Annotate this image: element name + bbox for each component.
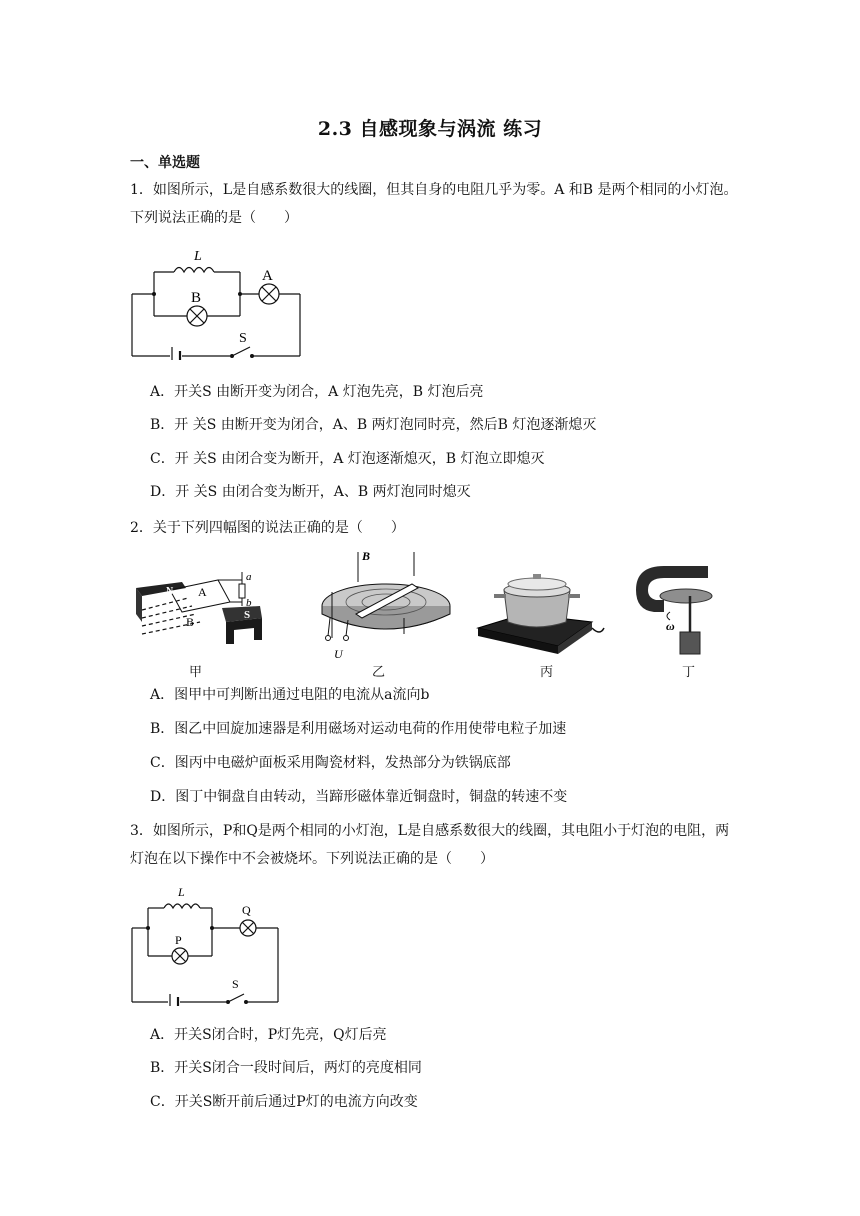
q1-option-d: D．开 关S 由闭合变为断开，A、B 两灯泡同时熄灭 [150, 484, 471, 500]
figure-bing-induction-cooker [474, 566, 614, 658]
label-inductor-l-q3: L [178, 885, 185, 899]
q2-option-b: B．图乙中回旋加速器是利用磁场对运动电荷的作用使带电粒子加速 [150, 721, 567, 737]
figure-yi-cyclotron [308, 548, 458, 660]
label-lamp-p: P [175, 933, 182, 947]
question-1-stem: 1．如图所示，L是自感系数很大的线圈，但其自身的电阻几乎为零。A 和B 是两个相同的小灯泡。下列说法正确的是（ ） [130, 182, 738, 226]
question-3-circuit-figure [128, 884, 288, 1006]
label-B-jia: B [186, 615, 195, 629]
label-lamp-a: A [262, 268, 273, 284]
q3-option-b: B．开关S闭合一段时间后，两灯的亮度相同 [150, 1060, 422, 1076]
label-switch-s-q3: S [232, 977, 239, 991]
caption-bing: 丙 [540, 665, 554, 680]
label-switch-s: S [239, 331, 247, 346]
page-title: 2.3 自感现象与涡流 练习 [317, 118, 543, 140]
q3-option-c: C．开关S断开前后通过P灯的电流方向改变 [150, 1094, 418, 1110]
caption-ding: 丁 [682, 665, 696, 680]
label-a: a [246, 571, 252, 583]
label-omega: ω [666, 619, 675, 633]
q2-option-a: A．图甲中可判断出通过电阻的电流从a流向b [150, 687, 430, 703]
q1-option-b: B．开 关S 由断开变为闭合，A、B 两灯泡同时亮，然后B 灯泡逐渐熄灭 [150, 417, 597, 433]
q3-option-a: A．开关S闭合时，P灯先亮，Q灯后亮 [150, 1027, 387, 1043]
label-b: b [246, 597, 252, 609]
label-field-b: B [362, 549, 371, 563]
label-voltage-u: U [334, 647, 343, 660]
q1-option-a: A．开关S 由断开变为闭合，A 灯泡先亮，B 灯泡后亮 [150, 384, 484, 400]
label-lamp-b: B [191, 290, 202, 306]
figure-ding-copper-disk [634, 562, 714, 660]
q2-option-d: D．图丁中铜盘自由转动，当蹄形磁体靠近铜盘时，铜盘的转速不变 [150, 789, 568, 805]
question-1-circuit-figure [128, 244, 308, 360]
q2-option-c: C．图丙中电磁炉面板采用陶瓷材料，发热部分为铁锅底部 [150, 755, 511, 771]
label-lamp-q: Q [242, 903, 251, 917]
caption-jia: 甲 [189, 665, 203, 680]
question-3-stem: 3．如图所示，P和Q是两个相同的小灯泡，L是自感系数很大的线圈，其电阻小于灯泡的电阻，两灯泡在以下操作中不会被烧坏。下列说法正确的是（ ） [130, 823, 730, 867]
figure-jia-generator [130, 566, 270, 658]
caption-yi: 乙 [372, 665, 386, 680]
label-n-pole: N [166, 586, 174, 597]
label-A-jia: A [198, 585, 207, 599]
question-2-stem: 2．关于下列四幅图的说法正确的是（ ） [130, 520, 405, 536]
section-heading: 一、单选题 [130, 155, 200, 171]
label-s-pole: S [244, 609, 251, 621]
q1-option-c: C．开 关S 由闭合变为断开，A 灯泡逐渐熄灭，B 灯泡立即熄灭 [150, 451, 545, 467]
label-inductor-l: L [194, 249, 202, 264]
